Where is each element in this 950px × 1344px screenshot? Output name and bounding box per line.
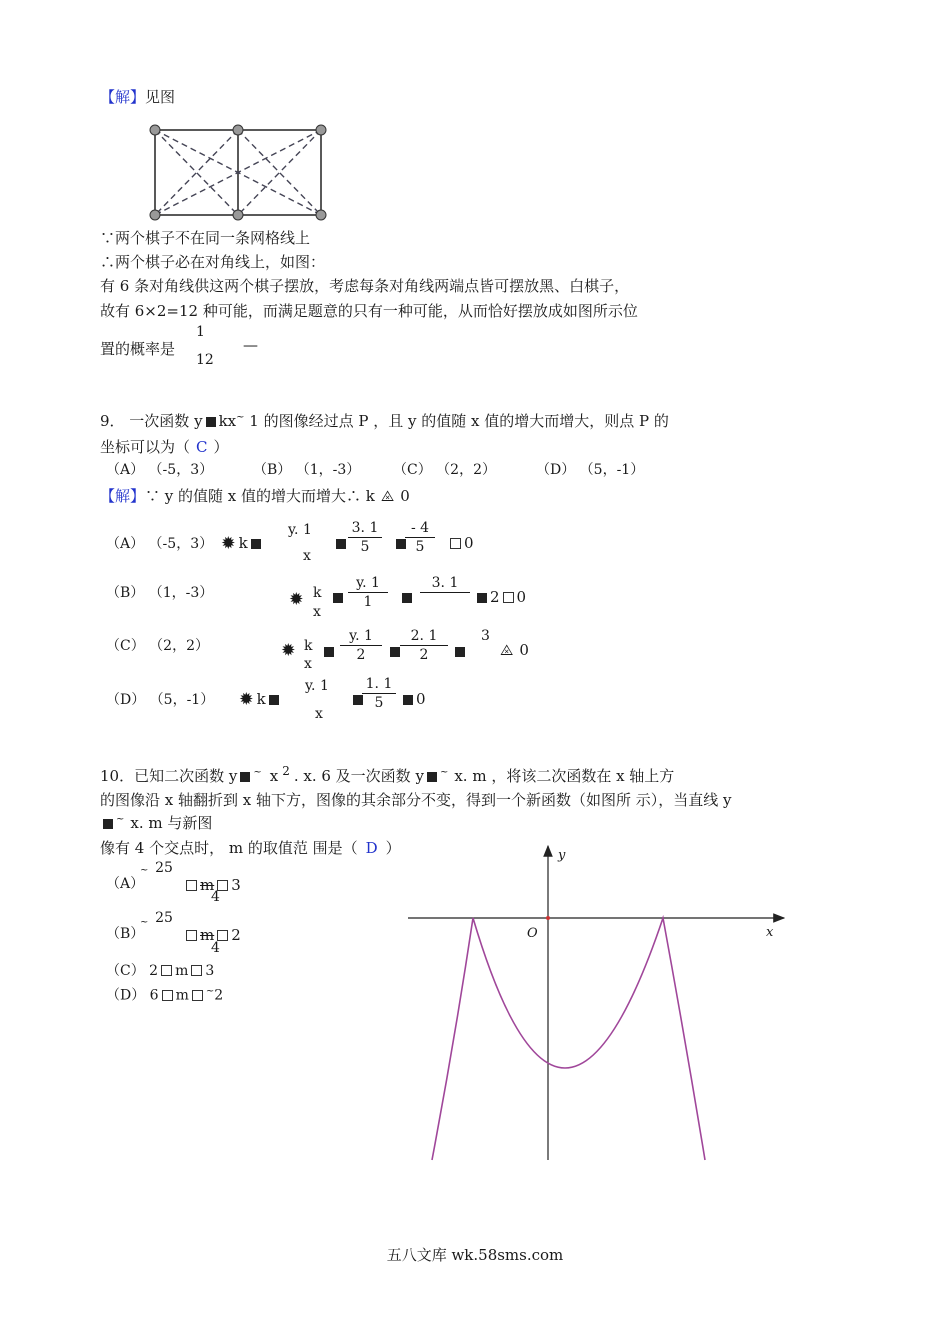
- q9-row-b-frac1: [348, 575, 388, 610]
- row-end-value: 2: [490, 588, 500, 606]
- m-symbol: m: [200, 876, 215, 894]
- frac-num: 3. 1: [351, 520, 379, 536]
- q9-row-c-x: x: [304, 656, 312, 672]
- q9-row-c-dot: [282, 641, 299, 659]
- solution-line-3: 有 6 条对角线供这两个棋子摆放，考虑每条对角线两端点皆可摆放黑、白棋子，: [100, 277, 630, 295]
- equals-glyph: [103, 819, 113, 829]
- option-text: （D） 6: [106, 987, 159, 1004]
- less-than-glyph: [450, 538, 461, 549]
- q10-exponent: 2: [282, 764, 290, 778]
- m-symbol: m: [200, 926, 215, 944]
- question-9-stem-line2: [100, 438, 229, 456]
- frac-num: 25: [155, 910, 173, 926]
- q9-row-d-k: [240, 690, 282, 708]
- question-9-stem: 9． 一次函数 y kx~ 1 的图像经过点 P ，且 y 的值随 x 值的增大而增大，则点 P 的: [100, 412, 669, 430]
- range-end: 3: [231, 876, 241, 894]
- q10-stem-part: x: [269, 767, 279, 785]
- q9-row-a-frac3: [405, 520, 435, 555]
- q10-option-a-den: 4: [211, 889, 220, 905]
- solution-line-2: ∴两个棋子必在对角线上，如图：: [100, 253, 326, 271]
- frac-num: 2. 1: [410, 628, 438, 644]
- frac-den: 2: [419, 647, 429, 663]
- k-symbol: k: [313, 585, 322, 601]
- q9-row-a-k: [222, 534, 264, 552]
- equals-glyph: [427, 772, 437, 782]
- equals-glyph: [269, 695, 279, 705]
- q9-row-d-y1: y. 1: [305, 678, 329, 694]
- fraction-dash: —: [243, 336, 258, 354]
- less-than-glyph: [161, 965, 172, 976]
- therefore-glyph: ✹: [290, 590, 303, 608]
- footer-watermark: 五八文库 wk.58sms.com: [386, 1246, 564, 1264]
- q9-answer: C: [196, 438, 208, 456]
- q9-stem2-text: 坐标可以为（: [100, 438, 191, 456]
- grid-point: [316, 125, 326, 135]
- function-graph: [400, 838, 800, 1168]
- q9-row-a-eq: [333, 534, 349, 552]
- q10-option-a-frac: [154, 860, 174, 876]
- greater-than-glyph: ⨻: [380, 487, 395, 505]
- x-axis-label: x: [766, 925, 774, 940]
- equals-glyph: [251, 539, 261, 549]
- tilde-glyph: ~: [140, 865, 149, 876]
- grid-point: [316, 210, 326, 220]
- less-than-glyph: [191, 965, 202, 976]
- q9-row-b-frac2: [420, 575, 470, 610]
- q9-option-d: （D） （5，-1）: [536, 462, 645, 478]
- equals-glyph: [336, 539, 346, 549]
- q10-stem3-text: x. m 与新图: [130, 814, 213, 832]
- chessboard-diagram: [140, 118, 340, 228]
- tilde-glyph: ~: [140, 917, 149, 928]
- equals-glyph: [390, 647, 400, 657]
- q9-row-c-label: （C） （2，2）: [106, 638, 209, 654]
- q9-row-d-x: x: [315, 706, 323, 722]
- q9-row-c-eq: [321, 642, 337, 660]
- q9-row-c-frac1: [340, 628, 382, 663]
- grid-point: [233, 125, 243, 135]
- therefore-glyph: ✹: [222, 534, 235, 552]
- less-than-glyph: [186, 930, 197, 941]
- q9-row-b-label: （B） （1，-3）: [106, 585, 214, 601]
- frac-den: 5: [360, 539, 370, 555]
- q10-answer: D: [365, 839, 378, 857]
- q9-row-c-value: 3: [481, 628, 490, 644]
- q9-row-a-y1: y. 1: [288, 522, 312, 538]
- range-end: 3: [205, 963, 215, 979]
- frac-den: 2: [356, 647, 366, 663]
- q10-stem4-text: 像有 4 个交点时， m 的取值范 围是（: [100, 839, 358, 857]
- frac-bar: [348, 592, 388, 593]
- question-10-stem-line4: [100, 839, 401, 857]
- equals-glyph: [206, 417, 216, 427]
- m-symbol: m: [175, 987, 189, 1004]
- q9-row-d-frac2: [362, 676, 396, 711]
- k-symbol: k: [304, 638, 313, 654]
- q9-stem-part: kx: [218, 412, 237, 430]
- m-symbol: m: [175, 963, 189, 979]
- probability-denominator: 12: [196, 352, 214, 368]
- origin-point: [546, 916, 550, 920]
- q9-option-b: （B） （1，-3）: [253, 462, 361, 478]
- equals-glyph: [240, 772, 250, 782]
- q9-option-a: （A） （-5，3）: [106, 462, 214, 478]
- function-curve: [432, 918, 705, 1160]
- frac-bar: [340, 645, 382, 646]
- q9-row-b-end: [474, 588, 526, 606]
- equals-glyph: [455, 647, 465, 657]
- less-than-glyph: [192, 990, 203, 1001]
- probability-numerator: 1: [196, 324, 205, 340]
- frac-num: 3. 1: [431, 575, 459, 591]
- question-10-stem-line3: ~ x. m 与新图: [100, 814, 212, 832]
- q9-solution-text: ∵ y 的值随 x 值的增大而增大∴ k: [145, 487, 375, 505]
- equals-glyph: [333, 593, 343, 603]
- k-symbol: k: [238, 534, 248, 552]
- range-end: 2: [231, 926, 241, 944]
- q9-row-a-x: x: [303, 548, 311, 564]
- q9-row-a-frac2: [348, 520, 382, 555]
- q9-solution-label: 【解】: [100, 487, 146, 505]
- k-symbol: k: [256, 690, 266, 708]
- q9-stem-part: 1 的图像经过点 P ，且 y 的值随 x 值的增大而增大，则点 P 的: [244, 412, 669, 430]
- frac-den: 5: [415, 539, 425, 555]
- row-end-value: 0: [416, 690, 426, 708]
- row-zero: 0: [519, 641, 529, 659]
- q9-stem2-end: ）: [213, 438, 229, 456]
- frac-num: 25: [155, 860, 173, 876]
- q9-row-b-eq: [330, 588, 346, 606]
- frac-den: 5: [374, 695, 384, 711]
- y-axis-label: y: [558, 848, 566, 863]
- frac-num: y. 1: [356, 575, 380, 591]
- q10-stem-part: x. m ，将该二次函数在 x 轴上方: [454, 767, 675, 785]
- solution-line-1: ∵两个棋子不在同一条网格线上: [100, 229, 311, 247]
- option-text: （C） 2: [106, 963, 159, 979]
- q10-stem-part: 10．已知二次函数 y: [100, 767, 238, 785]
- q9-row-b-dot: [290, 590, 307, 608]
- grid-point: [233, 210, 243, 220]
- q10-option-a-label: （A）: [106, 876, 145, 892]
- grid-point: [150, 125, 160, 135]
- q9-stem-part: 9． 一次函数 y: [100, 412, 203, 430]
- q9-solution-end: 0: [400, 487, 410, 505]
- equals-glyph: [402, 593, 412, 603]
- frac-den: 1: [363, 594, 373, 610]
- q9-row-d-end: [400, 690, 426, 708]
- q9-row-c-end: [500, 641, 529, 659]
- q9-row-a-end: [447, 534, 474, 552]
- solution-line-4: 故有 6×2=12 种可能，而满足题意的只有一种可能，从而恰好摆放成如图所示位: [100, 302, 638, 320]
- solution-8-header: [100, 88, 175, 106]
- q10-stem-part: . x. 6 及一次函数 y: [293, 767, 424, 785]
- frac-bar: [420, 592, 470, 593]
- q10-option-b-den: 4: [211, 940, 220, 956]
- q9-row-b-x: x: [313, 604, 321, 620]
- therefore-glyph: ✹: [282, 641, 295, 659]
- less-than-glyph: [162, 990, 173, 1001]
- q9-row-c-eq3: [452, 642, 468, 660]
- q9-row-c-frac2: [400, 628, 448, 663]
- equals-glyph: [477, 593, 487, 603]
- frac-bar: [362, 693, 396, 694]
- range-end: 2: [214, 987, 224, 1004]
- q9-row-b-eq2: [399, 588, 415, 606]
- origin-label: O: [527, 926, 538, 941]
- q10-option-b-label: （B）: [106, 926, 145, 942]
- greater-than-glyph: ⨻: [500, 641, 514, 659]
- q9-option-c: （C） （2，2）: [393, 462, 496, 478]
- equals-glyph: [324, 647, 334, 657]
- q10-option-c: [106, 963, 214, 980]
- less-than-glyph: [186, 880, 197, 891]
- less-than-glyph: [503, 592, 514, 603]
- frac-num: - 4: [410, 520, 430, 536]
- therefore-glyph: ✹: [240, 690, 253, 708]
- frac-bar: [405, 537, 435, 538]
- row-zero: 0: [516, 588, 527, 606]
- grid-point: [150, 210, 160, 220]
- solution-label: 【解】: [100, 88, 146, 106]
- q10-stem4-end: ）: [385, 839, 401, 857]
- q10-option-d: （D） 6 m ~2: [106, 986, 224, 1004]
- row-end-value: 0: [464, 534, 474, 552]
- frac-bar: [400, 645, 448, 646]
- frac-num: y. 1: [349, 628, 373, 644]
- q9-row-d-label: （D） （5，-1）: [106, 692, 215, 708]
- q10-option-b-frac: [154, 910, 174, 926]
- question-10-stem: 10．已知二次函数 y ~ x $^2$ . x. 6 及一次函数 y ~ x. m ，将该二次函数在 x 轴上方: [100, 764, 675, 785]
- question-10-stem-line2: 的图像沿 x 轴翻折到 x 轴下方，图像的其余部分不变，得到一个新函数（如图所 示），当直线 y: [100, 791, 732, 809]
- solution-text: 见图: [145, 88, 176, 106]
- equals-glyph: [403, 695, 413, 705]
- solution-line-5: 置的概率是: [100, 340, 176, 358]
- q9-solution-header: [100, 487, 410, 505]
- frac-bar: [348, 537, 382, 538]
- q9-row-a-label: （A） （-5，3）: [106, 536, 214, 552]
- frac-num: 1. 1: [365, 676, 393, 692]
